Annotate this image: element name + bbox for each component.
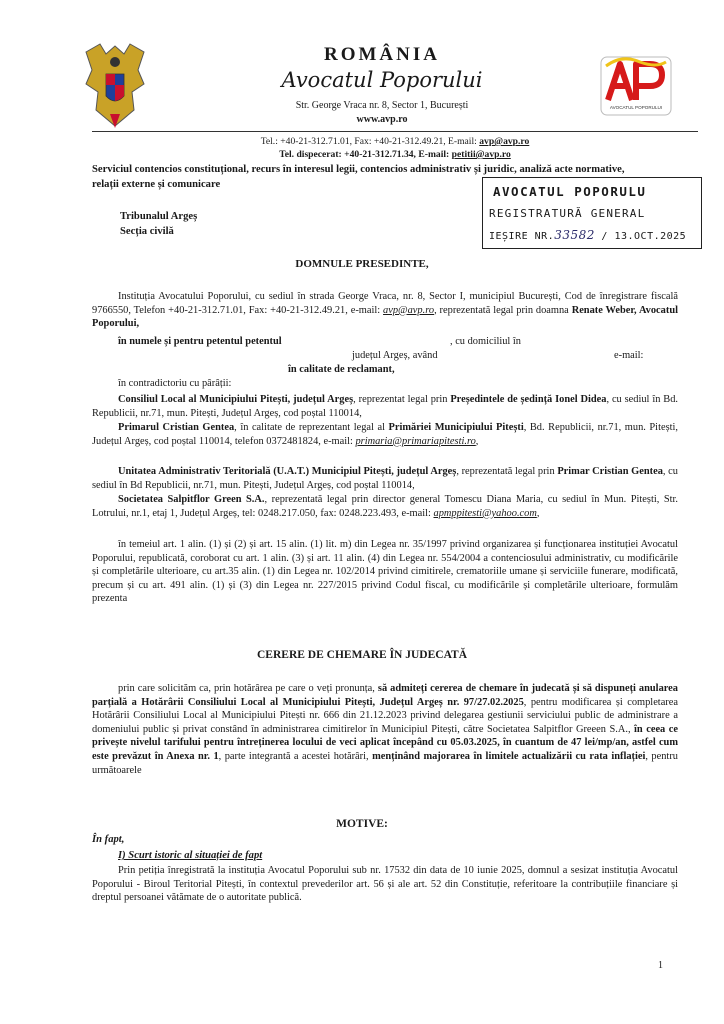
salpitflor-email-link[interactable]: apmppitesti@yahoo.com — [433, 507, 537, 519]
petitioner-email-label: e-mail: — [614, 350, 644, 361]
primaria-email-link[interactable]: primaria@primariapitesti.ro — [355, 435, 476, 447]
legal-basis-paragraph: în temeiul art. 1 alin. (1) și (2) și art. 15 alin. (1) lit. m) din Legea nr. 35/1997 privind organizarea și funcționarea instituției Avocatul Poporului, republicată, coroborat cu art. 1 alin. (3) și art. 11 alin. (4) din Legea nr. 554/2004 a contenciosului administrativ, cu modificările și completările ulterioare, cu art.35 alin. (1) din Legea nr. 102/2014 privind cimitirele, crematoriile umane și serviciile funerare, modificată, precum și cu art. 491 alin. (1) și (3) din Legea nr. 227/2015 privind Codul fiscal, cu modificările și completările ulterioare, formulăm prezenta — [92, 539, 678, 605]
coat-of-arms-icon — [82, 40, 148, 132]
petitioner-line: în numele și pentru petentul petentul — [118, 336, 282, 347]
institution-name: Avocatul Poporului — [281, 68, 483, 92]
court-name: Tribunalul Argeș — [120, 211, 198, 222]
logo-text: AVOCATUL POPORULUI — [609, 105, 663, 110]
avp-email-link[interactable]: avp@avp.ro — [383, 304, 435, 316]
party-3: Unitatea Administrativ Teritorială (U.A.T.) Municipiul Pitești, județul Argeș, reprezentată legal prin Primar Cristian Gentea, cu sediul în Bd Republicii, nr.71, mun. Pitești, Județul Argeș, cod poștal 110014, — [92, 466, 678, 491]
institution-website: www.avp.ro — [356, 114, 408, 125]
salutation: DOMNULE PRESEDINTE, — [295, 258, 429, 270]
party-4: Societatea Salpitflor Green S.A., reprezentată legal prin director general Tomescu Diana Maria, cu sediul în Mun. Pitești, Str. Lotrului, nr.1, etaj 1, Județul Argeș, tel: 0248.217.050, fax: 0248.223.493, e-mail: apmppitesti@yahoo.com, — [92, 494, 678, 519]
stamp-line-2: REGISTRATURĂ GENERAL — [489, 207, 646, 220]
contact-email-link[interactable]: avp@avp.ro — [479, 136, 530, 147]
contact-line-1: Tel.: +40-21-312.71.01, Fax: +40-21-312.49.21, E-mail: avp@avp.ro — [260, 136, 530, 147]
section-1-paragraph: Prin petiția înregistrată la instituția Avocatul Poporului sub nr. 17532 din data de 10 iunie 2025, domnul a sesizat instituția Avocatul Poporului - Biroul Teritorial Pitești, în contextul prevederilor art. 56 și ale art. 52 din Constituție, referitoare la contribuțiile financiare și dreptul persoanei vătămate de o autoritate publică. — [92, 865, 678, 904]
petitioner-county: județul Argeș, având — [352, 350, 438, 361]
in-fact-heading: În fapt, — [92, 834, 125, 845]
service-line: Serviciul contencios constituțional, recurs în interesul legii, contencios administrativ și juridic, analiză acte normative, relații externe și comunicare — [92, 164, 625, 190]
page-number: 1 — [658, 960, 663, 971]
registration-stamp — [482, 177, 702, 249]
petitioner-domicile: , cu domiciliul în — [450, 336, 521, 347]
stamp-line-1: AVOCATUL POPORULU — [493, 184, 647, 199]
country-name: ROMÂNIA — [324, 44, 440, 65]
document-title: CERERE DE CHEMARE ÎN JUDECATĂ — [257, 649, 467, 661]
party-1: Consiliul Local al Municipiului Pitești, județul Argeș, reprezentat legal prin Președintele de ședință Ionel Didea, cu sediul în Bd. Republicii, nr.71, mun. Pitești, Județul Argeș, cod poștal 110014, — [92, 394, 678, 419]
motive-title: MOTIVE: — [336, 818, 388, 830]
avocatul-poporului-logo — [600, 56, 672, 116]
header-divider — [92, 131, 698, 132]
stamp-line-3: IEȘIRE NR.33582 / 13.OCT.2025 — [489, 228, 687, 242]
institution-address: Str. George Vraca nr. 8, Sector 1, București — [295, 100, 469, 111]
contact-line-2: Tel. dispecerat: +40-21-312.71.34, E-mail: petitii@avp.ro — [279, 149, 511, 160]
claimant-role: în calitate de reclamant, — [288, 364, 395, 375]
intro-paragraph: Instituția Avocatului Poporului, cu sediul în strada George Vraca, nr. 8, Sector I, municipiul București, Cod de înregistrare fiscală 9766550, Telefon +40-21-312.71.01, Fax: +40-21-312.49.21, e-mail: avp@avp.ro, reprezentată legal prin doamna Renate Weber, Avocatul Poporului, — [92, 291, 678, 330]
party-2: Primarul Cristian Gentea, în calitate de reprezentant legal al Primăriei Municipiului Pitești, Bd. Republicii, nr.71, mun. Pitești, Județul Argeș, cod poștal 110014, telefon 0372481824, e-mail: primaria@primariapitesti.ro, — [92, 422, 678, 447]
court-section: Secția civilă — [120, 226, 174, 237]
contradictoriu-line: în contradictoriu cu pârâții: — [118, 378, 232, 389]
stamp-handwritten-number: 33582 — [554, 228, 595, 242]
request-paragraph: prin care solicităm ca, prin hotărârea pe care o veți pronunța, să admiteți cererea de chemare în judecată și să dispuneți anularea parțială a Hotărârii Consiliului Local al Municipiului Pitești, Județul Argeș nr. 97/27.02.2025, pentru modificarea și completarea Hotărârii Consiliului Local al Municipiului Pitești nr. 666 din 21.12.2023 privind delegarea gestiunii serviciului public de administrare a domeniului public și privat constând în administrarea cimitirelor în Municipiul Pitești, către Societatea Salpitflor Greeen S.A., în ceea ce privește nivelul tarifului pentru întreținerea locului de veci aplicat începând cu 05.03.2025, în cuantum de 47 lei/mp/an, astfel cum este prevăzut în Anexa nr. 1, parte integrantă a acestei hotărâri, menținând majorarea în limitele actualizării cu rata inflației, pentru următoarele — [92, 683, 678, 776]
section-1-heading: I) Scurt istoric al situației de fapt — [118, 850, 263, 861]
petitions-email-link[interactable]: petitii@avp.ro — [451, 149, 511, 160]
